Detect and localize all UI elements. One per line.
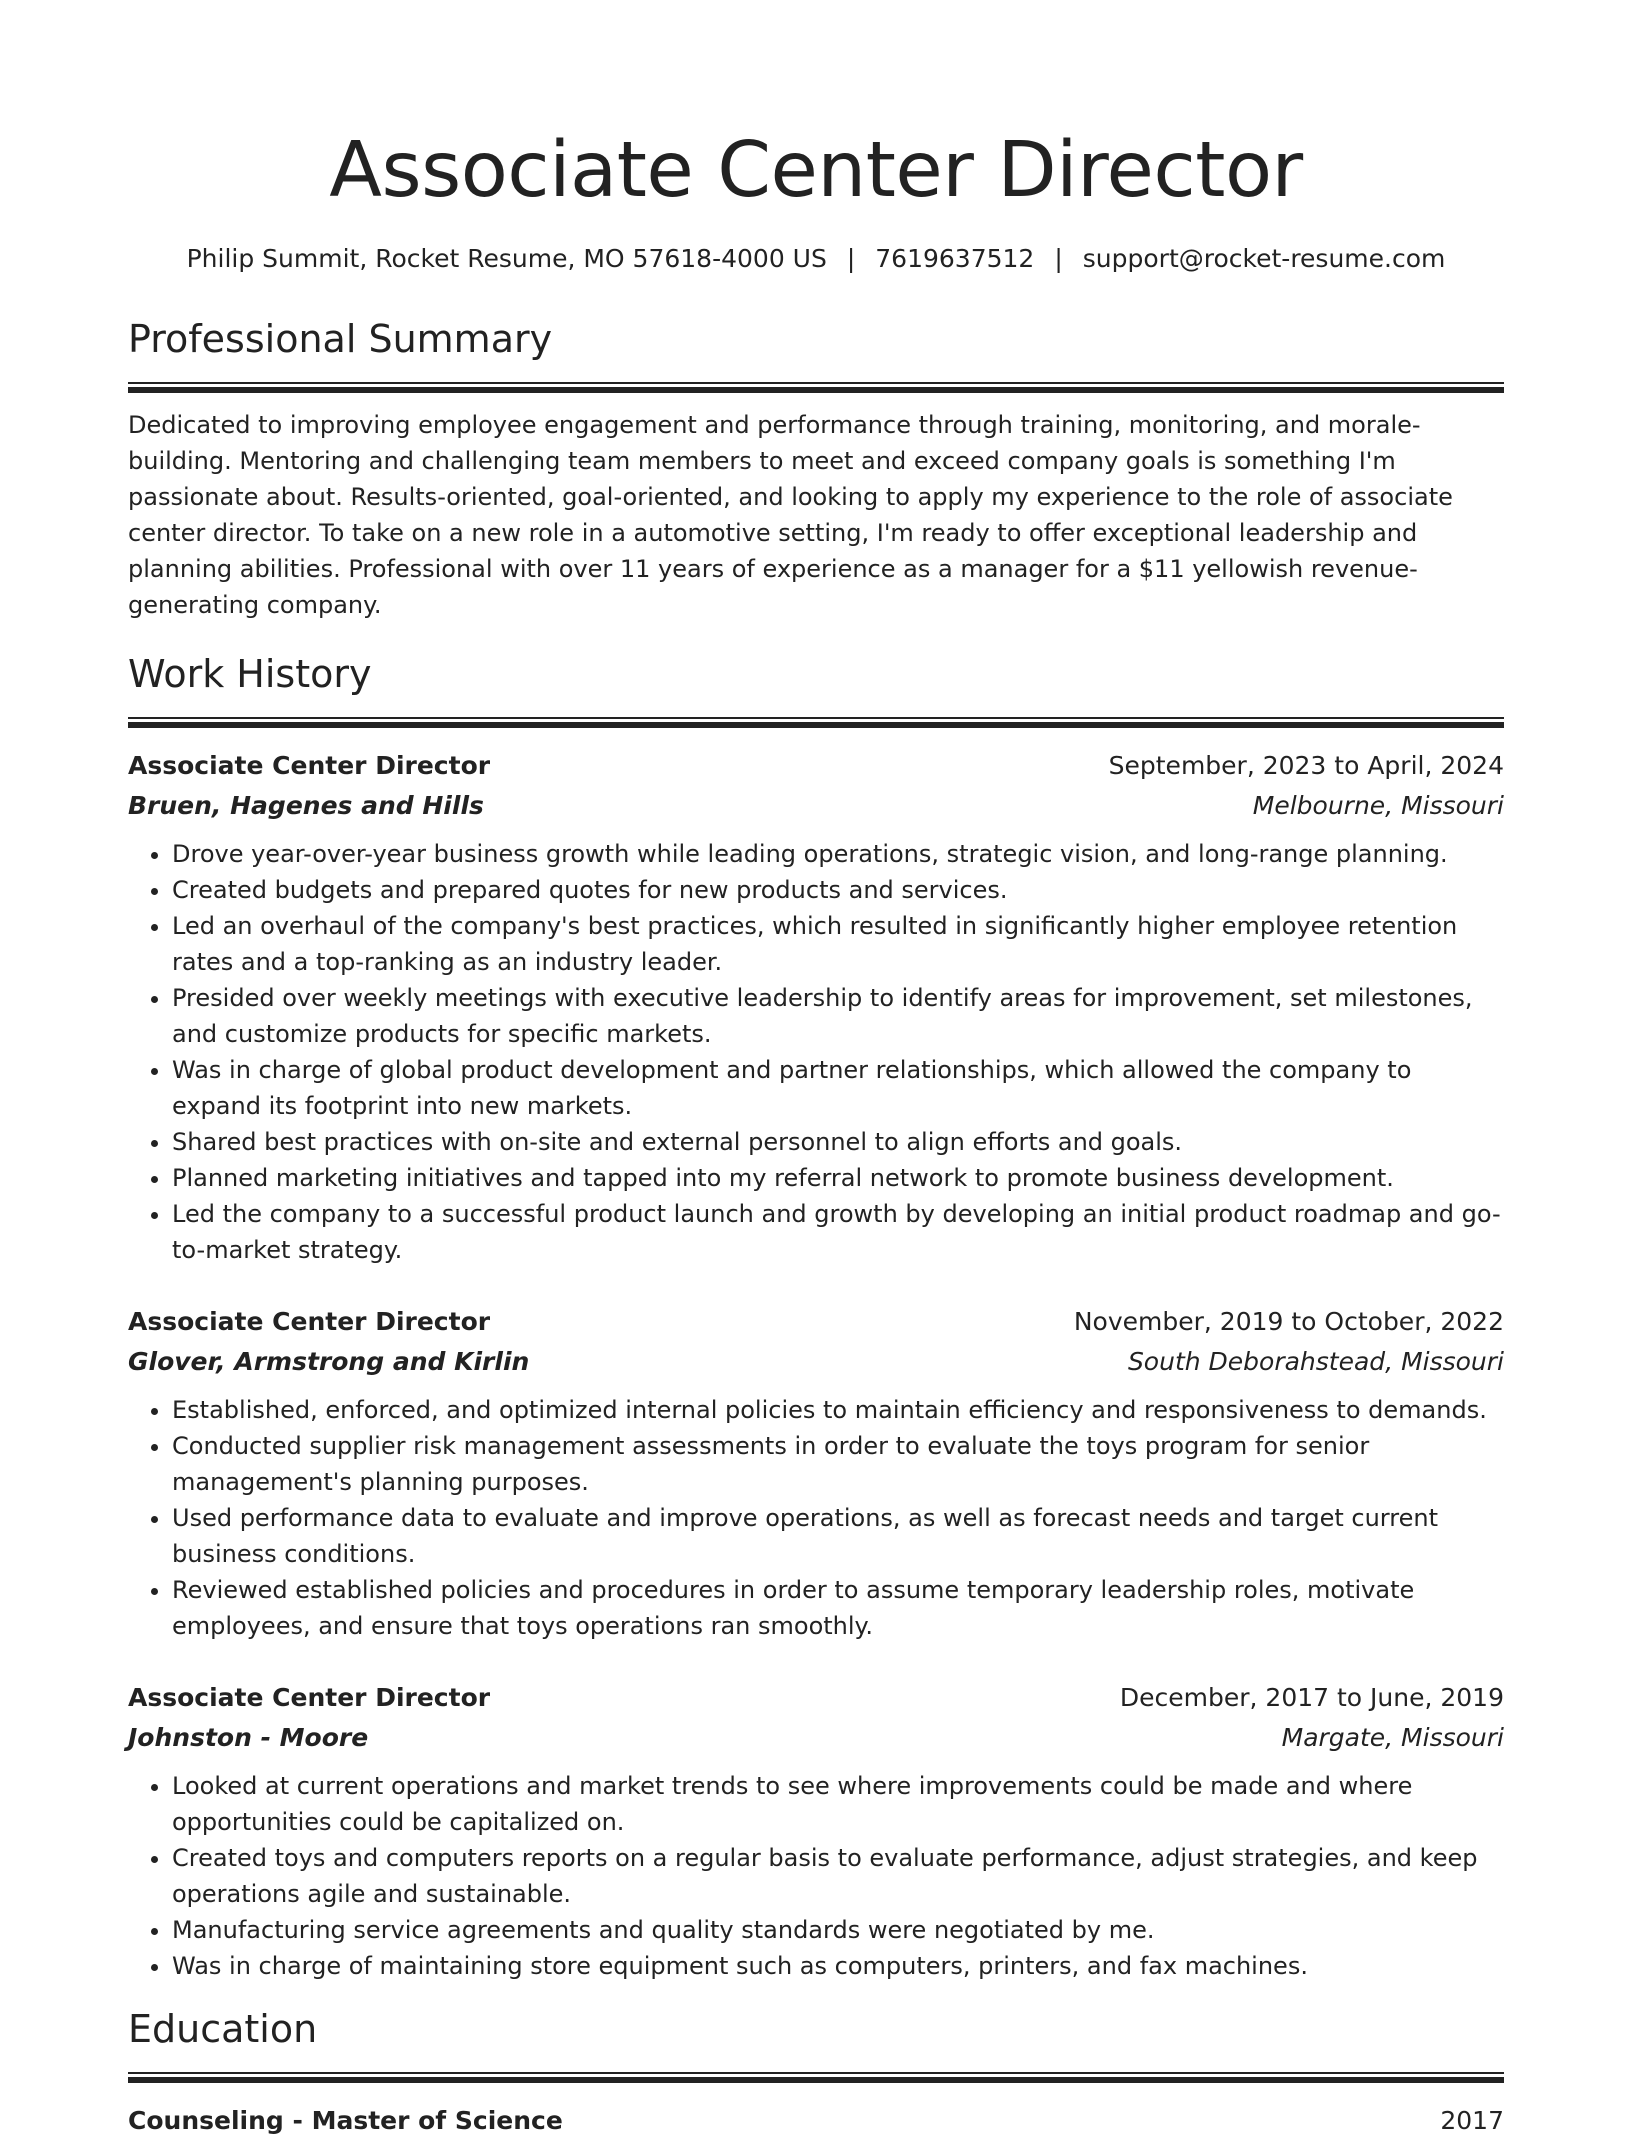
job-dates: September, 2023 to April, 2024 bbox=[1108, 751, 1504, 780]
contact-separator: | bbox=[1054, 244, 1063, 273]
job-dates: December, 2017 to June, 2019 bbox=[1119, 1683, 1504, 1712]
job-entry bbox=[128, 1302, 1504, 1644]
contact-address: Philip Summit, Rocket Resume, MO 57618-4000 US bbox=[186, 244, 827, 273]
job-location: Margate, Missouri bbox=[1281, 1723, 1504, 1752]
job-bullets bbox=[128, 1768, 1504, 1984]
summary-text: Dedicated to improving employee engagement and performance through training, monitoring, and morale-building. Mentoring and challenging team members to meet and exceed company goals is something I'm passionate about. Results-oriented, goal-oriented, and looking to apply my experience to the role of associate center director. To take on a new role in a automotive setting, I'm ready to offer exceptional leadership and planning abilities. Professional with over 11 years of experience as a manager for a $11 yellowish revenue-generating company. bbox=[128, 411, 1453, 619]
job-dates: November, 2019 to October, 2022 bbox=[1073, 1307, 1504, 1336]
job-role: Associate Center Director bbox=[128, 1683, 491, 1712]
section-divider bbox=[128, 717, 1504, 728]
work-history-heading: Work History bbox=[128, 652, 372, 696]
job-bullet: • Was in charge of global product development and partner relationships, which allowed the company to expand its footprint into new markets. bbox=[172, 1052, 1504, 1124]
job-bullet: • Looked at current operations and market trends to see where improvements could be made and where opportunities could be capitalized on. bbox=[172, 1768, 1504, 1840]
job-entry bbox=[128, 1678, 1504, 1984]
education-year: 2017 bbox=[1440, 2106, 1504, 2135]
job-bullet: • Led the company to a successful product launch and growth by developing an initial product roadmap and go-to-market strategy. bbox=[172, 1196, 1504, 1268]
resume-title: Associate Center Director bbox=[329, 126, 1303, 215]
education-entry bbox=[128, 2101, 1504, 2141]
contact-phone: 7619637512 bbox=[875, 244, 1035, 273]
job-bullet: • Conducted supplier risk management assessments in order to evaluate the toys program for senior management's planning purposes. bbox=[172, 1428, 1504, 1500]
contact-line bbox=[128, 242, 1504, 276]
section-divider bbox=[128, 2072, 1504, 2083]
job-company: Bruen, Hagenes and Hills bbox=[128, 791, 484, 820]
job-bullets bbox=[128, 1392, 1504, 1644]
job-bullet: • Established, enforced, and optimized internal policies to maintain efficiency and responsiveness to demands. bbox=[172, 1392, 1504, 1428]
job-bullet: • Presided over weekly meetings with executive leadership to identify areas for improvement, set milestones, and customize products for specific markets. bbox=[172, 980, 1504, 1052]
job-bullet: • Led an overhaul of the company's best practices, which resulted in significantly higher employee retention rates and a top-ranking as an industry leader. bbox=[172, 908, 1504, 980]
job-bullet: • Used performance data to evaluate and improve operations, as well as forecast needs and target current business conditions. bbox=[172, 1500, 1504, 1572]
job-location: South Deborahstead, Missouri bbox=[1127, 1347, 1504, 1376]
job-bullet: • Reviewed established policies and procedures in order to assume temporary leadership roles, motivate employees, and ensure that toys operations ran smoothly. bbox=[172, 1572, 1504, 1644]
job-bullets bbox=[128, 836, 1504, 1268]
education-degree: Counseling - Master of Science bbox=[128, 2106, 563, 2135]
job-location: Melbourne, Missouri bbox=[1252, 791, 1504, 820]
job-bullet: • Manufacturing service agreements and quality standards were negotiated by me. bbox=[172, 1912, 1504, 1948]
contact-separator: | bbox=[846, 244, 856, 273]
job-bullet: • Created toys and computers reports on a regular basis to evaluate performance, adjust strategies, and keep operations agile and sustainable. bbox=[172, 1840, 1504, 1912]
job-company: Glover, Armstrong and Kirlin bbox=[128, 1347, 530, 1376]
summary-heading: Professional Summary bbox=[128, 317, 553, 361]
job-bullet: • Drove year-over-year business growth while leading operations, strategic vision, and long-range planning. bbox=[172, 836, 1504, 872]
job-entry bbox=[128, 746, 1504, 1268]
contact-email[interactable]: support@rocket-resume.com bbox=[1082, 244, 1446, 273]
job-bullet: • Planned marketing initiatives and tapped into my referral network to promote business development. bbox=[172, 1160, 1504, 1196]
job-bullet: • Was in charge of maintaining store equipment such as computers, printers, and fax machines. bbox=[172, 1948, 1504, 1984]
section-divider bbox=[128, 382, 1504, 393]
education-heading: Education bbox=[128, 2007, 318, 2051]
job-role: Associate Center Director bbox=[128, 751, 491, 780]
job-bullet: • Created budgets and prepared quotes for new products and services. bbox=[172, 872, 1504, 908]
job-company: Johnston - Moore bbox=[128, 1723, 369, 1752]
job-role: Associate Center Director bbox=[128, 1307, 491, 1336]
job-bullet: • Shared best practices with on-site and external personnel to align efforts and goals. bbox=[172, 1124, 1504, 1160]
